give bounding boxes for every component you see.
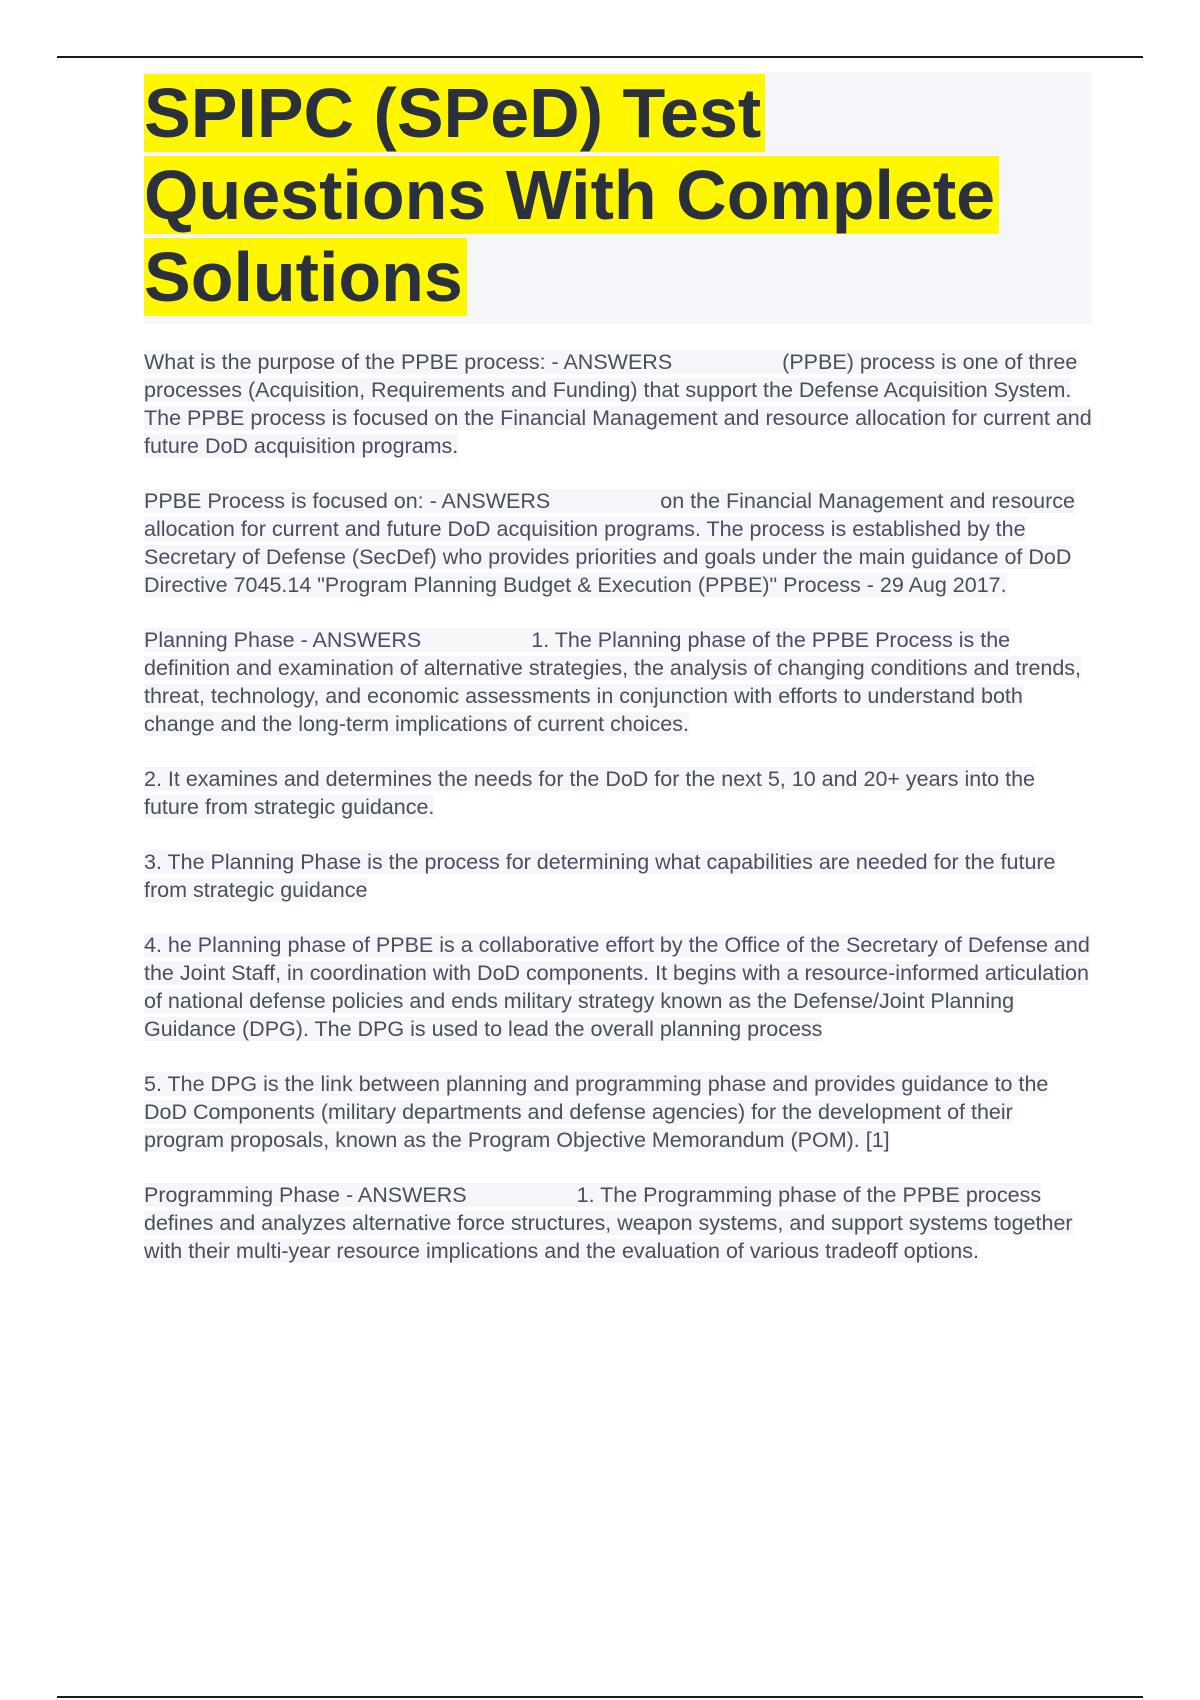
answer-text: 2. It examines and determines the needs for the DoD for the next 5, 10 and 20+ years into the future from strategic guidance. xyxy=(144,767,1036,819)
paragraph-planning-item-2 xyxy=(144,765,1092,821)
paragraph-planning-item-4 xyxy=(144,931,1092,1043)
bottom-divider xyxy=(57,1696,1143,1698)
paragraph-ppbe-focus xyxy=(144,487,1092,599)
page-title xyxy=(144,72,1092,318)
answer-text: on the Financial Management and resource allocation for current and future DoD acquisition programs. The process is established by the Secretary of Defense (SecDef) who provides priorities and goals under the main guidance of DoD Directive 7045.14 "Program Planning Budget & Execution (PPBE)" Process - 29 Aug 2017. xyxy=(144,489,1075,597)
answer-text: 5. The DPG is the link between planning and programming phase and provides guidance to the DoD Components (military departments and defense agencies) for the development of their program proposals, known as the Program Objective Memorandum (POM). [1] xyxy=(144,1072,1049,1152)
answer-text: 4. he Planning phase of PPBE is a collaborative effort by the Office of the Secretary of Defense and the Joint Staff, in coordination with DoD components. It begins with a resource-informed articulation of national defense policies and ends military strategy known as the Defense/Joint Planning Guidance (DPG). The DPG is used to lead the overall planning process xyxy=(144,933,1090,1041)
question-lead: What is the purpose of the PPBE process: - ANSWERS xyxy=(144,350,673,374)
page-title-text: SPIPC (SPeD) Test Questions With Complete Solutions xyxy=(144,74,999,316)
paragraph-planning-item-5 xyxy=(144,1070,1092,1154)
question-lead: Programming Phase - ANSWERS xyxy=(144,1183,467,1207)
paragraph-planning-phase xyxy=(144,626,1092,738)
question-lead: Planning Phase - ANSWERS xyxy=(144,628,422,652)
answer-text: 1. The Planning phase of the PPBE Process is the definition and examination of alternative strategies, the analysis of changing conditions and trends, threat, technology, and economic assessments in conjunction with efforts to understand both change and the long-term implications of current choices. xyxy=(144,628,1082,736)
document-body xyxy=(144,348,1092,1292)
question-lead: PPBE Process is focused on: - ANSWERS xyxy=(144,489,551,513)
paragraph-planning-item-3 xyxy=(144,848,1092,904)
answer-text: 3. The Planning Phase is the process for determining what capabilities are needed for the future from strategic guidance xyxy=(144,850,1056,902)
paragraph-ppbe-purpose xyxy=(144,348,1092,460)
title-block xyxy=(144,72,1092,324)
top-divider xyxy=(57,56,1143,58)
answer-text: 1. The Programming phase of the PPBE process defines and analyzes alternative force structures, weapon systems, and support systems together with their multi-year resource implications and the evaluation of various tradeoff options. xyxy=(144,1183,1073,1263)
answer-text: (PPBE) process is one of three processes (Acquisition, Requirements and Funding) that support the Defense Acquisition System. The PPBE process is focused on the Financial Management and resource allocation for current and future DoD acquisition programs. xyxy=(144,350,1092,458)
paragraph-programming-phase xyxy=(144,1181,1092,1265)
